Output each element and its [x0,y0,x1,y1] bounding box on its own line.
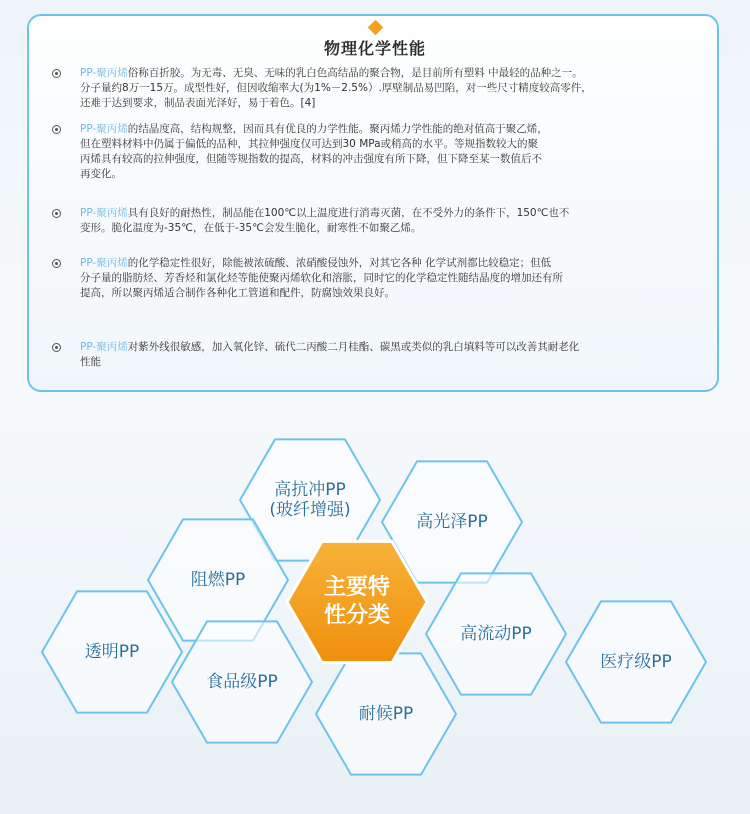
paragraph-text: 变形。脆化温度为-35℃，在低于-35℃会发生脆化，耐寒性不如聚乙烯。 [80,222,422,234]
paragraph-line [52,81,692,96]
paragraph-line [52,286,692,301]
paragraph-text: 的化学稳定性很好，除能被浓硫酸、浓硝酸侵蚀外，对其它各种 化学试剂都比较稳定；但低 [127,257,552,269]
section-title: 物理化学性能 [323,39,426,58]
paragraph-line [52,96,692,111]
paragraph-line [52,355,692,370]
paragraph-text: 还难于达到要求，制品表面光泽好，易于着色。[4] [80,97,316,109]
category-label [206,672,278,692]
property-paragraph [52,122,692,182]
paragraph-line [52,122,692,137]
paragraph-text: 分子量的脂肪烃、芳香烃和氯化烃等能使聚丙烯软化和溶胀，同时它的化学稳定性随结晶度的增加还有所 [80,272,563,284]
category-name: 医疗级PP [600,652,672,672]
paragraph-line [52,271,692,286]
category-label [460,624,532,644]
category-label [191,570,246,590]
categories-diagram [0,400,750,814]
category-name: 高光泽PP [416,512,488,532]
category-name: 食品级PP [206,672,278,692]
pp-term: PP-聚丙烯 [80,257,128,269]
paragraph-line [52,66,692,81]
paragraph-line [52,206,692,221]
paragraph-line [52,221,692,236]
paragraph-text: 再变化。 [80,168,122,180]
pp-term: PP-聚丙烯 [80,123,128,135]
paragraph-line [52,152,692,167]
paragraph-line [52,256,692,271]
category-label [416,512,488,532]
paragraph-line [52,167,692,182]
paragraph-text: 提高，所以聚丙烯适合制作各种化工管道和配件，防腐蚀效果良好。 [80,287,395,299]
paragraph-text: 具有良好的耐热性，制品能在100℃以上温度进行消毒灭菌，在不受外力的条件下，150℃也不 [127,207,570,219]
center-label-line: 性分类 [323,603,391,628]
category-name: 阻燃PP [190,570,246,590]
paragraph-line [52,340,692,355]
category-name: 高抗冲PP [274,480,346,500]
property-paragraph [52,66,692,111]
paragraph-text: 对紫外线很敏感，加入氧化锌、硫代二丙酸二月桂酯、碳黑或类似的乳白填料等可以改善其耐老化 [127,341,580,353]
pp-term: PP-聚丙烯 [80,341,128,353]
pp-term: PP-聚丙烯 [80,207,128,219]
property-paragraph [52,256,692,301]
paragraph-text: 的结晶度高，结构规整，因而具有优良的力学性能。聚丙烯力学性能的绝对值高于聚乙烯， [127,123,548,135]
category-name: 高流动PP [460,624,532,644]
category-label [359,704,414,724]
category-label [85,642,140,662]
category-name: 耐候PP [358,704,414,724]
center-label [324,574,390,630]
paragraph-text: 分子量约8万一15万。成型性好，但因收缩率大(为1%－2.5%）.厚壁制品易凹陷，对一些尺寸精度较高零件， [80,82,592,94]
paragraph-text: 性能 [80,356,101,368]
pp-term: PP-聚丙烯 [80,67,128,79]
paragraph-line [52,137,692,152]
paragraph-text: 但在塑料材料中仍属于偏低的品种，其拉伸强度仅可达到30 MPa或稍高的水平。等规指数较大的聚 [80,138,539,150]
category-subtitle: (玻纤增强) [269,500,351,520]
category-label [269,480,350,520]
category-name: 透明PP [84,642,140,662]
center-label-line: 主要特 [323,575,391,600]
category-label [600,652,672,672]
paragraph-text: 俗称百折胶。为无毒、无臭、无味的乳白色高结晶的聚合物，是目前所有塑料 中最轻的品种之一。 [127,67,583,79]
property-paragraph [52,206,692,236]
property-paragraph [52,340,692,370]
paragraph-text: 丙烯具有较高的拉伸强度，但随等规指数的提高，材料的冲击强度有所下降，但下降至某一数值后不 [80,153,542,165]
